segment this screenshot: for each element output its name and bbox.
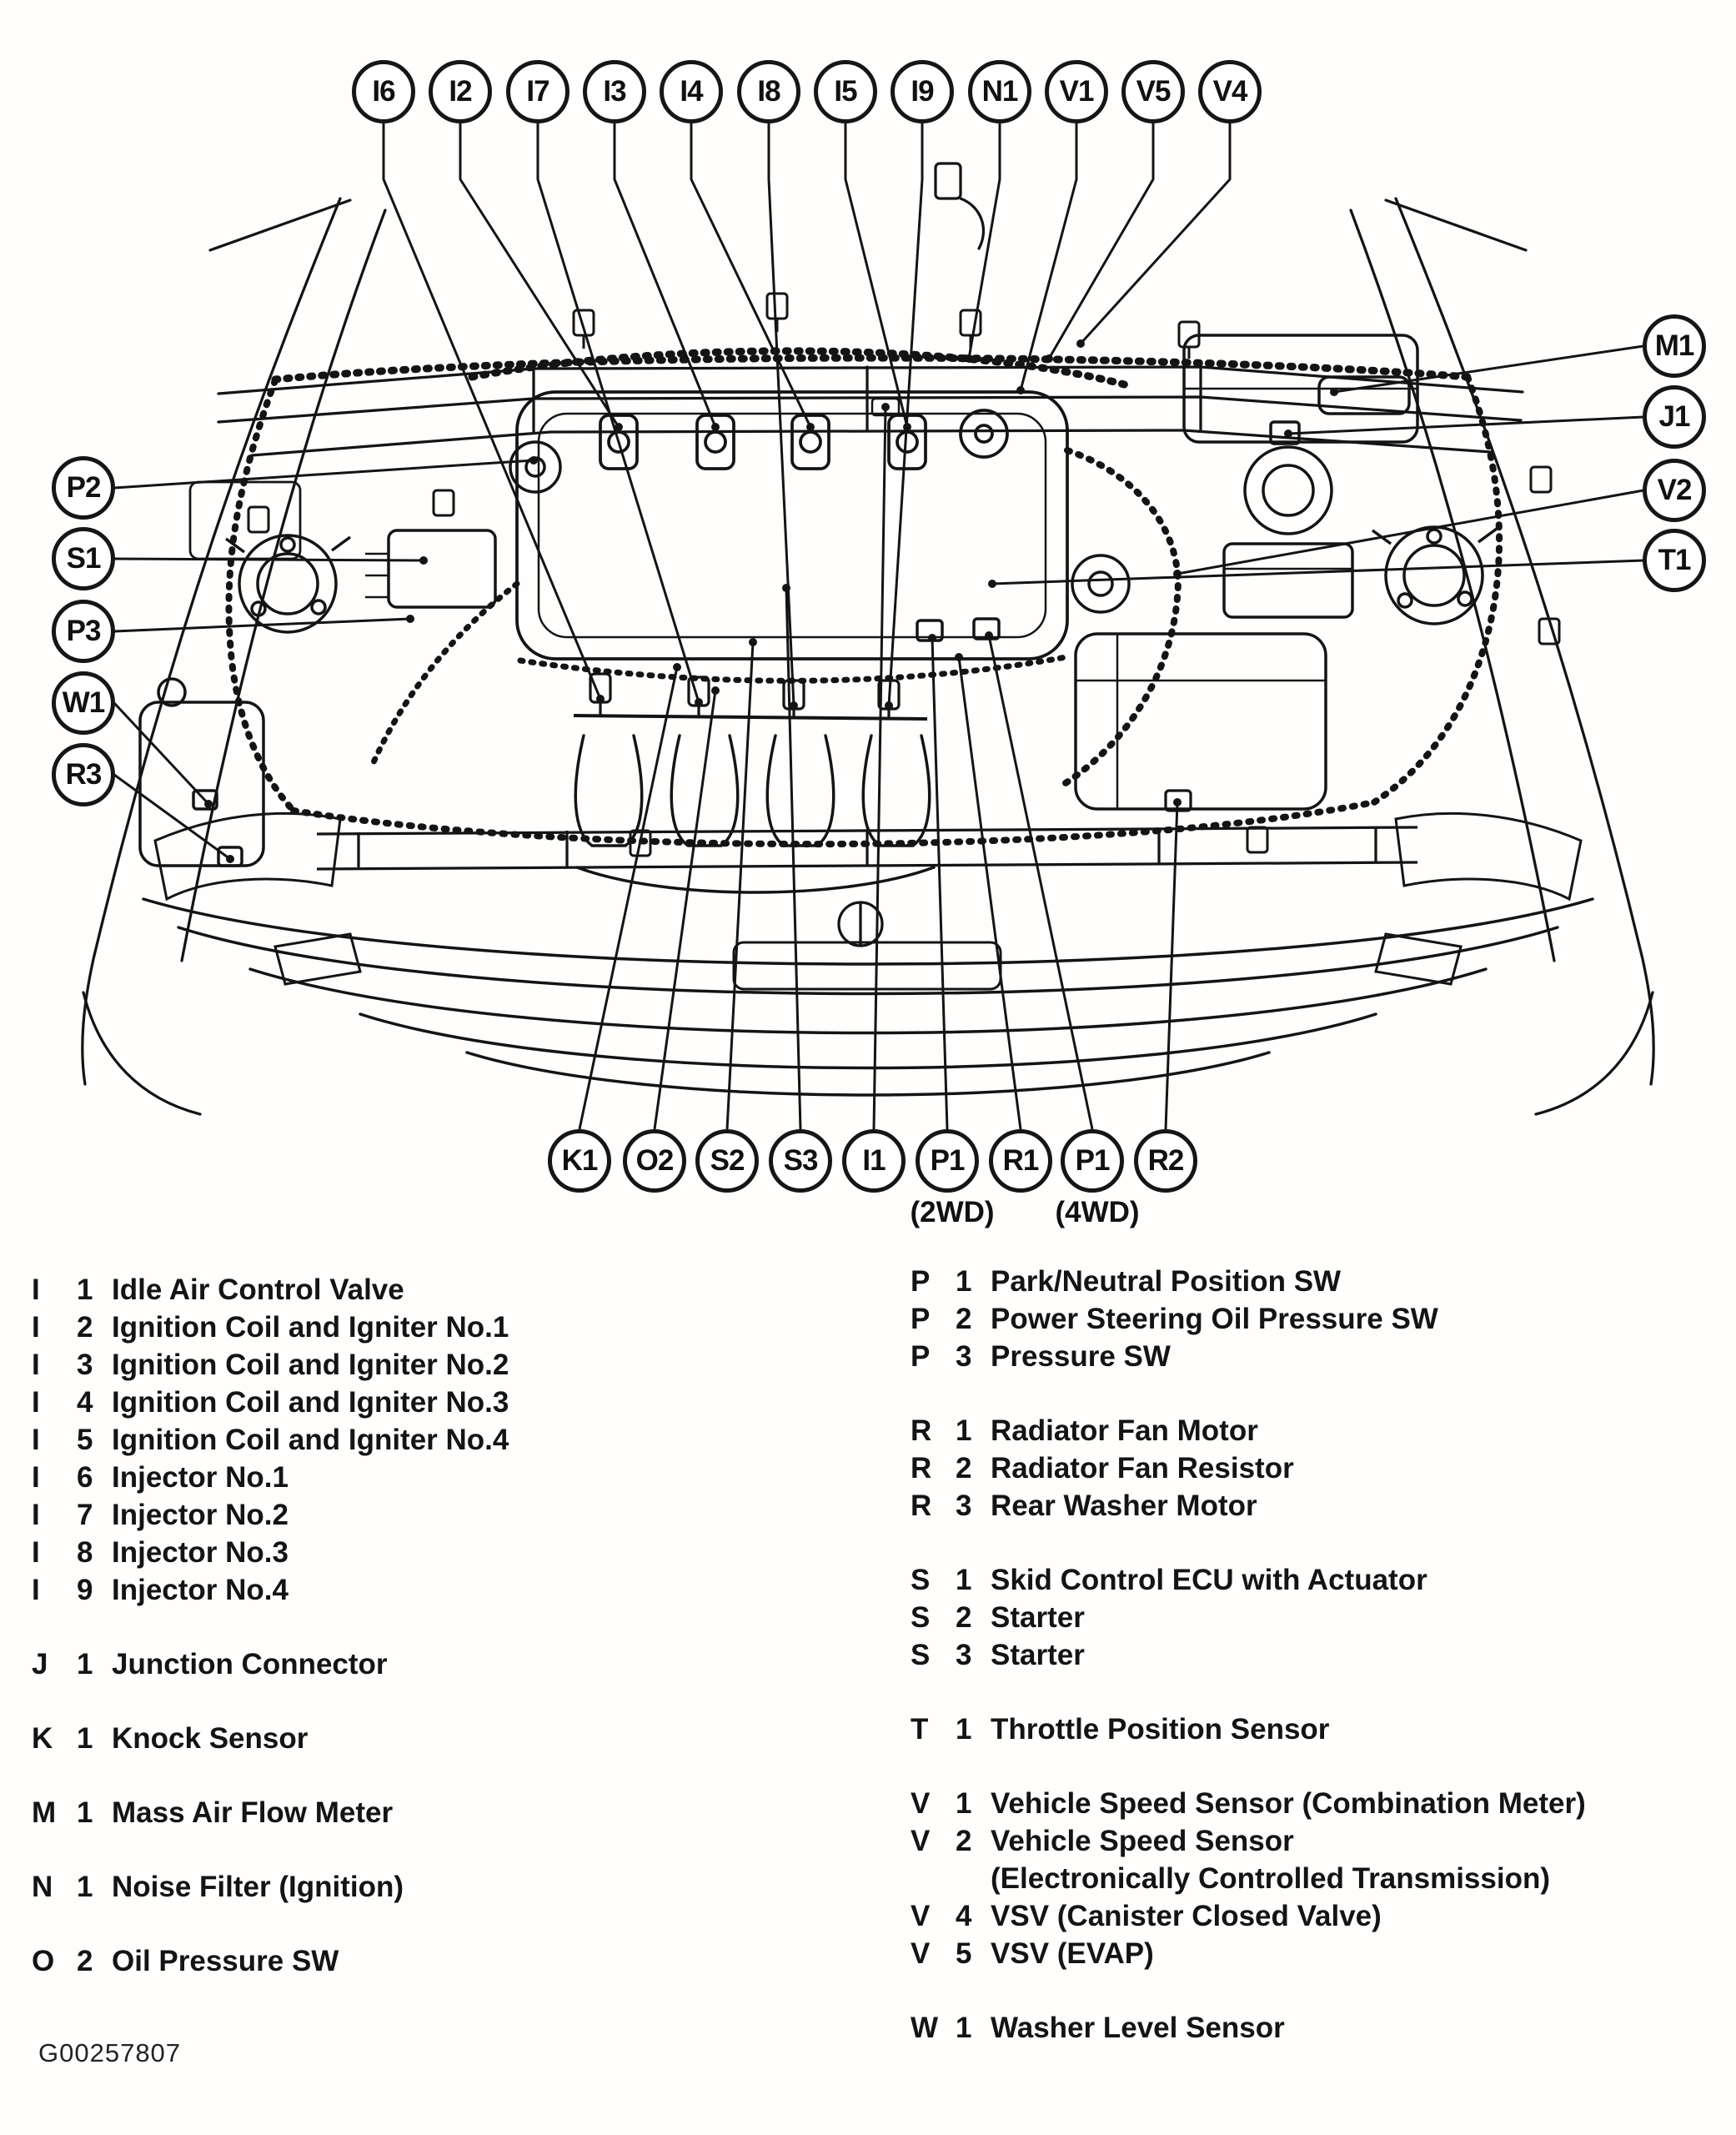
- legend-letter: I: [32, 1499, 40, 1531]
- legend-num: 8: [77, 1536, 93, 1569]
- legend-letter: P: [911, 1303, 931, 1335]
- legend-letter: P: [911, 1265, 931, 1298]
- cowl-panel: [218, 163, 1523, 455]
- legend-row-v1: [911, 1785, 1711, 1822]
- legend-num: 1: [956, 1713, 972, 1746]
- legend-row-n1: [32, 1868, 849, 1906]
- legend-num: 9: [77, 1574, 93, 1606]
- legend-name: Pressure SW: [991, 1340, 1171, 1373]
- leader-v4: [1081, 123, 1230, 344]
- legend-num: 3: [956, 1489, 972, 1522]
- callout-i2: I2: [429, 60, 492, 123]
- legend-name: Noise Filter (Ignition): [112, 1871, 404, 1903]
- callout-w1: W1: [52, 671, 115, 735]
- callout-p2: P2: [52, 456, 115, 520]
- legend-row-s2: [911, 1599, 1711, 1636]
- legend-row-p3: [911, 1338, 1711, 1375]
- legend-row-s1: [911, 1561, 1711, 1599]
- legend-row-o2: [32, 1942, 849, 1980]
- callout-v1: V1: [1045, 60, 1108, 123]
- leader-w1: [114, 703, 208, 804]
- callout-p3: P3: [52, 600, 115, 663]
- legend-num: 6: [77, 1461, 93, 1494]
- callout-v5: V5: [1121, 60, 1185, 123]
- callout-i4: I4: [660, 60, 723, 123]
- legend-row-i9: [32, 1571, 849, 1609]
- legend-name: Injector No.4: [112, 1574, 288, 1606]
- legend-name: Park/Neutral Position SW: [991, 1265, 1342, 1298]
- legend-name: Oil Pressure SW: [112, 1945, 339, 1977]
- leader-i7: [538, 123, 699, 702]
- legend-num: 3: [956, 1639, 972, 1671]
- leader-i4: [691, 123, 810, 427]
- leader-target-dots: [204, 339, 1338, 863]
- legend-letter: R: [911, 1489, 932, 1522]
- legend-row-v2: [911, 1822, 1711, 1860]
- callout-v4: V4: [1198, 60, 1262, 123]
- callout-j1: J1: [1643, 385, 1706, 449]
- callout-s3: S3: [769, 1129, 832, 1193]
- legend-row-i3: [32, 1346, 849, 1384]
- legend-num: 7: [77, 1499, 93, 1531]
- leader-p2: [114, 460, 534, 488]
- legend-row-i5: [32, 1421, 849, 1459]
- legend-num: 2: [956, 1601, 972, 1634]
- radiator-support: [317, 791, 1417, 946]
- legend-num: 1: [956, 1787, 972, 1820]
- callout-v2: V2: [1643, 459, 1706, 522]
- legend-name: Junction Connector: [112, 1648, 388, 1680]
- legend-num: 2: [956, 1825, 972, 1857]
- legend-row-s3: [911, 1636, 1711, 1674]
- legend-name: Starter: [991, 1639, 1085, 1671]
- legend-num: 3: [77, 1349, 93, 1381]
- legend-num: 3: [956, 1340, 972, 1373]
- legend-letter: I: [32, 1386, 40, 1419]
- car-body-outline: [83, 198, 1653, 1114]
- legend-name: Injector No.1: [112, 1461, 288, 1494]
- legend-row-j1: [32, 1645, 849, 1683]
- legend-letter: J: [32, 1648, 48, 1680]
- legend-row-v5: [911, 1935, 1711, 1972]
- leader-r1: [959, 657, 1021, 1129]
- callout-p1-2wd: P1: [916, 1129, 979, 1193]
- legend-name: Vehicle Speed Sensor (Combination Meter): [991, 1787, 1586, 1820]
- callout-p1-2wd-sublabel: (2WD): [910, 1196, 995, 1228]
- legend-name: VSV (Canister Closed Valve): [991, 1900, 1382, 1932]
- callout-o2: O2: [623, 1129, 686, 1193]
- legend-name: Ignition Coil and Igniter No.3: [112, 1386, 509, 1419]
- legend-num: 1: [956, 1564, 972, 1596]
- legend-row-r1: [911, 1412, 1711, 1449]
- legend-num: 1: [77, 1722, 93, 1755]
- legend-letter: T: [911, 1713, 929, 1746]
- legend-name: Rear Washer Motor: [991, 1489, 1257, 1522]
- callout-s2: S2: [695, 1129, 759, 1193]
- legend-row-k1: [32, 1720, 849, 1757]
- leader-i2: [460, 123, 619, 427]
- legend-letter: S: [911, 1639, 931, 1671]
- leader-r2: [1166, 802, 1177, 1129]
- legend-name: Knock Sensor: [112, 1722, 309, 1755]
- legend-num: 2: [77, 1311, 93, 1344]
- callout-m1: M1: [1643, 314, 1706, 378]
- legend-name: (Electronically Controlled Transmission): [991, 1862, 1550, 1895]
- legend-letter: R: [911, 1414, 932, 1447]
- legend-num: 5: [956, 1937, 972, 1970]
- legend-name: Ignition Coil and Igniter No.2: [112, 1349, 509, 1381]
- callout-r3: R3: [52, 743, 115, 806]
- legend-letter: M: [32, 1796, 57, 1829]
- callout-s1: S1: [52, 527, 115, 590]
- legend-name: Skid Control ECU with Actuator: [991, 1564, 1427, 1596]
- leader-i6: [384, 123, 600, 699]
- legend-name: Idle Air Control Valve: [112, 1273, 404, 1306]
- legend-name: Radiator Fan Resistor: [991, 1452, 1294, 1484]
- legend-row-m1: [32, 1794, 849, 1831]
- legend-letter: I: [32, 1574, 40, 1606]
- callout-i8: I8: [737, 60, 800, 123]
- legend-letter: V: [911, 1825, 931, 1857]
- callout-i9: I9: [891, 60, 954, 123]
- legend-name: Vehicle Speed Sensor: [991, 1825, 1294, 1857]
- legend-letter: S: [911, 1564, 931, 1596]
- legend-row-i8: [32, 1534, 849, 1571]
- legend-row-i7: [32, 1496, 849, 1534]
- legend-num: 1: [77, 1273, 93, 1306]
- legend-letter: I: [32, 1424, 40, 1456]
- legend-right-column: [911, 1263, 1711, 2047]
- leader-p1-2wd: [932, 638, 947, 1129]
- legend-row-p2: [911, 1300, 1711, 1338]
- leader-i3: [615, 123, 715, 427]
- legend-num: 1: [77, 1796, 93, 1829]
- legend-row-r2: [911, 1449, 1711, 1487]
- leader-i1: [874, 407, 886, 1129]
- callout-i3: I3: [583, 60, 646, 123]
- leader-i5: [845, 123, 907, 427]
- callout-k1: K1: [548, 1129, 611, 1193]
- legend-left-column: [32, 1271, 849, 1980]
- legend-letter: I: [32, 1273, 40, 1306]
- legend-num: 1: [77, 1871, 93, 1903]
- legend-num: 5: [77, 1424, 93, 1456]
- callout-i6: I6: [352, 60, 415, 123]
- legend-row-t1: [911, 1711, 1711, 1748]
- legend-letter: K: [32, 1722, 53, 1755]
- legend-num: 1: [956, 2012, 972, 2044]
- legend-letter: I: [32, 1536, 40, 1569]
- legend-num: 1: [956, 1265, 972, 1298]
- legend-num: 2: [956, 1452, 972, 1484]
- legend-name: Injector No.3: [112, 1536, 288, 1569]
- legend-row-i6: [32, 1459, 849, 1496]
- leader-t1: [992, 560, 1643, 584]
- callout-n1: N1: [968, 60, 1031, 123]
- legend-row-i4: [32, 1384, 849, 1421]
- legend-row-w1: [911, 2009, 1711, 2047]
- legend-num: 4: [956, 1900, 972, 1932]
- legend-letter: V: [911, 1900, 931, 1932]
- legend-name: Throttle Position Sensor: [991, 1713, 1330, 1746]
- legend-num: 1: [77, 1648, 93, 1680]
- legend-row-r3: [911, 1487, 1711, 1525]
- left-side-components: [140, 442, 560, 866]
- callout-r1: R1: [989, 1129, 1052, 1193]
- legend-name: Ignition Coil and Igniter No.4: [112, 1424, 509, 1456]
- legend-letter: I: [32, 1311, 40, 1344]
- callout-i7: I7: [506, 60, 569, 123]
- legend-letter: P: [911, 1340, 931, 1373]
- callout-p1-4wd: P1: [1061, 1129, 1124, 1193]
- legend-name: Starter: [991, 1601, 1085, 1634]
- legend-letter: I: [32, 1349, 40, 1381]
- legend-row-v4: [911, 1897, 1711, 1935]
- callout-p1-4wd-sublabel: (4WD): [1055, 1196, 1140, 1228]
- leader-s2: [727, 642, 753, 1129]
- legend-row-i1: [32, 1271, 849, 1309]
- legend-num: 2: [956, 1303, 972, 1335]
- legend-num: 4: [77, 1386, 93, 1419]
- callout-i1: I1: [842, 1129, 906, 1193]
- leader-v1: [1021, 123, 1076, 390]
- leader-n1: [969, 123, 1000, 359]
- legend-row-v2-continued: [911, 1860, 1711, 1897]
- legend-name: Mass Air Flow Meter: [112, 1796, 394, 1829]
- callout-i5: I5: [814, 60, 877, 123]
- leader-v5: [1049, 123, 1153, 359]
- legend-letter: S: [911, 1601, 931, 1634]
- legend-num: 1: [956, 1414, 972, 1447]
- legend-letter: W: [911, 2012, 939, 2044]
- figure-id: G00257807: [38, 2038, 182, 2067]
- legend-name: Washer Level Sensor: [991, 2012, 1285, 2044]
- legend-letter: V: [911, 1937, 931, 1970]
- leader-s1: [114, 559, 424, 560]
- legend-letter: N: [32, 1871, 53, 1903]
- leader-r3: [114, 775, 230, 859]
- legend-name: Power Steering Oil Pressure SW: [991, 1303, 1438, 1335]
- callout-r2: R2: [1134, 1129, 1197, 1193]
- legend-letter: R: [911, 1452, 932, 1484]
- legend-letter: O: [32, 1945, 55, 1977]
- legend-letter: V: [911, 1787, 931, 1820]
- legend-row-i2: [32, 1309, 849, 1346]
- leader-s3: [786, 588, 800, 1129]
- legend-letter: I: [32, 1461, 40, 1494]
- leader-j1: [1288, 417, 1643, 434]
- legend-name: Injector No.2: [112, 1499, 288, 1531]
- legend-name: VSV (EVAP): [991, 1937, 1154, 1970]
- leader-p3: [114, 619, 410, 631]
- legend-name: Ignition Coil and Igniter No.1: [112, 1311, 509, 1344]
- callout-t1: T1: [1643, 529, 1706, 592]
- legend-name: Radiator Fan Motor: [991, 1414, 1258, 1447]
- legend-num: 2: [77, 1945, 93, 1977]
- legend-row-p1: [911, 1263, 1711, 1300]
